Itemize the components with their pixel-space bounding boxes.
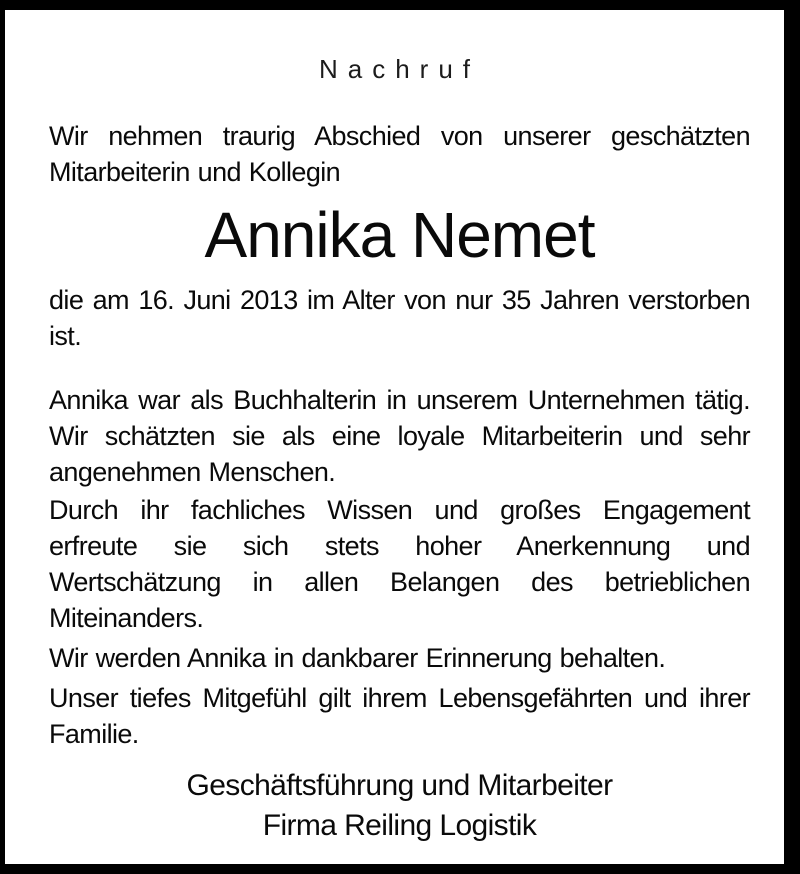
intro-paragraph: Wir nehmen traurig Abschied von unserer geschätzten Mitarbeiterin und Kollegin (49, 121, 750, 187)
body-paragraph-condolence: Unser tiefes Mitgefühl gilt ihrem Lebensgefährten und ihrer Familie. (49, 683, 750, 749)
signature-block (49, 766, 750, 846)
signature-line-authors: Geschäftsführung und Mitarbeiter (186, 769, 613, 802)
death-date-paragraph: die am 16. Juni 2013 im Alter von nur 35 Jahren verstorben ist. (49, 285, 750, 351)
deceased-name: Annika Nemet (204, 199, 595, 271)
notice-type-heading: Nachruf (318, 54, 481, 84)
obituary-card (5, 10, 784, 864)
body-paragraph-respect: Durch ihr fachliches Wissen und großes Engagement erfreute sie sich stets hoher Anerkennung und Wertschätzung in allen Belangen des betrieblichen Miteinanders. (49, 495, 750, 633)
signature-line-company: Firma Reiling Logistik (262, 809, 537, 842)
body-paragraph-memory: Wir werden Annika in dankbarer Erinnerung behalten. (49, 643, 666, 673)
body-paragraph-work: Annika war als Buchhalterin in unserem Unternehmen tätig. Wir schätzten sie als eine loyale Mitarbeiterin und sehr angenehmen Menschen. (49, 385, 750, 487)
